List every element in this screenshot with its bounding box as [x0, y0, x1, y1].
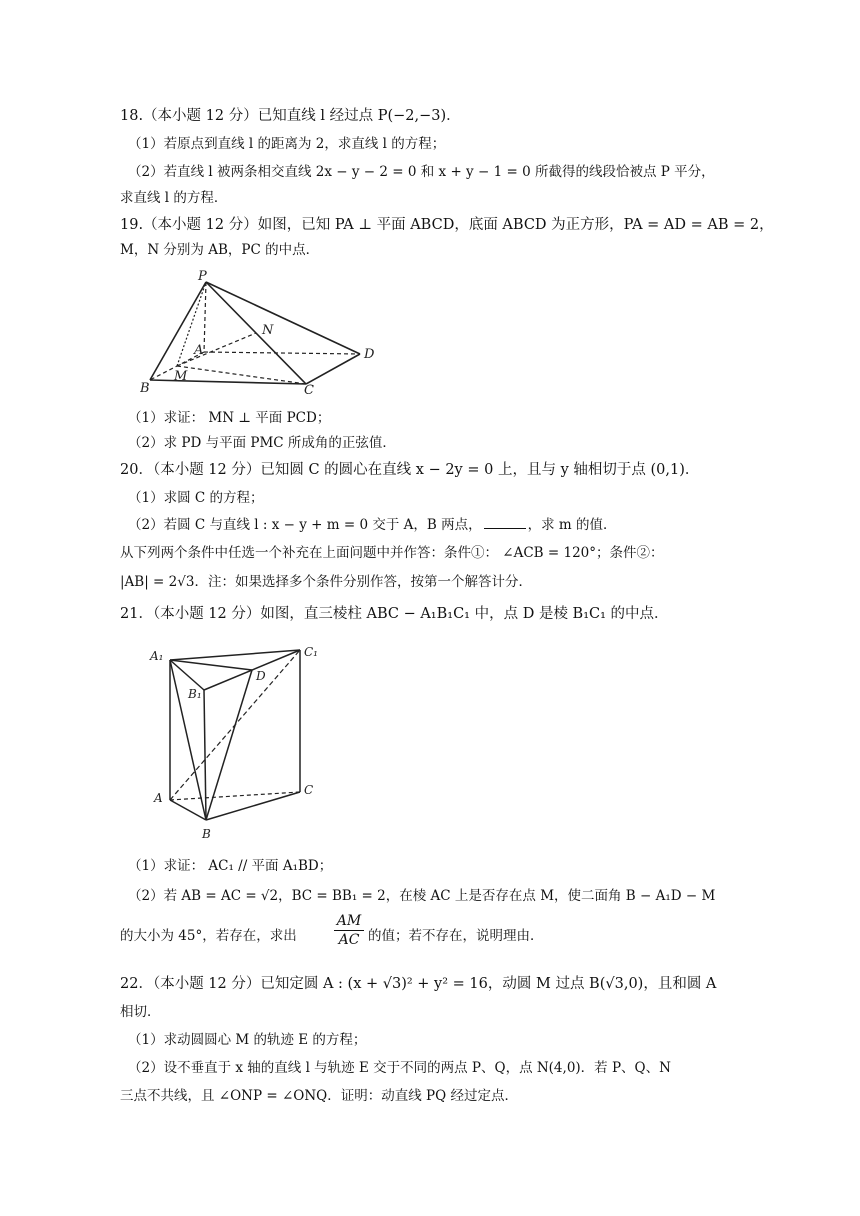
- q19-stem: 19.（本小题 12 分）如图，已知 PA ⊥ 平面 ABCD，底面 ABCD 为正方形，PA = AD = AB = 2，: [120, 217, 774, 233]
- q22-stem: 22．（本小题 12 分）已知定圆 A : (x + √3)² + y² = 16，动圆 M 过点 B(√3,0)，且和圆 A: [120, 976, 717, 992]
- q21-part2-lead: 的大小为 45°，若存在，求出: [120, 928, 297, 944]
- q21-stem: 21．（本小题 12 分）如图，直三棱柱 ABC − A₁B₁C₁ 中，点 D 是棱 B₁C₁ 的中点．: [120, 606, 669, 622]
- q21-fraction-denominator: AC: [338, 932, 360, 948]
- q20-answer-blank[interactable]: [484, 514, 526, 529]
- q20-condition2: |AB| = 2√3．注：如果选择多个条件分别作答，按第一个解答计分．: [120, 574, 532, 590]
- q19-label-P: P: [198, 269, 207, 284]
- q20-part1: （1）求圆 C 的方程；: [128, 490, 264, 506]
- q19-stem-cont: M，N 分别为 AB，PC 的中点．: [120, 242, 320, 258]
- q20-part2-tail: ，求 m 的值．: [527, 517, 617, 533]
- q21-label-C: C: [304, 783, 314, 797]
- q18-part2-cont: 求直线 l 的方程．: [120, 190, 228, 206]
- q18-part2: （2）若直线 l 被两条相交直线 2x − y − 2 = 0 和 x + y − 1 = 0 所截得的线段恰被点 P 平分，: [128, 164, 715, 180]
- q21-fraction-numerator: AM: [334, 912, 364, 931]
- q21-label-A1: A₁: [150, 649, 164, 663]
- q22-stem-cont: 相切．: [120, 1004, 161, 1020]
- q21-label-D: D: [256, 669, 266, 683]
- q21-label-B1: B₁: [188, 687, 202, 701]
- q19-label-M: M: [174, 369, 188, 384]
- q20-part2-lead: （2）若圆 C 与直线 l : x − y + m = 0 交于 A，B 两点，: [128, 517, 482, 533]
- q21-label-A: A: [154, 791, 163, 805]
- q19-part2: （2）求 PD 与平面 PMC 所成角的正弦值．: [128, 435, 396, 451]
- q21-fraction: [334, 912, 364, 949]
- q22-part2: （2）设不垂直于 x 轴的直线 l 与轨迹 E 交于不同的两点 P、Q，点 N(4,0)．若 P、Q、N: [128, 1060, 671, 1076]
- q19-part1: （1）求证： MN ⊥ 平面 PCD；: [128, 410, 331, 426]
- q18-stem: 18.（本小题 12 分）已知直线 l 经过点 P(−2,−3)．: [120, 108, 461, 124]
- q22-part2-cont: 三点不共线，且 ∠ONP = ∠ONQ．证明：动直线 PQ 经过定点．: [120, 1088, 518, 1104]
- q22-part1: （1）求动圆圆心 M 的轨迹 E 的方程；: [128, 1032, 367, 1048]
- q20-conditions: 从下列两个条件中任选一个补充在上面问题中并作答：条件①： ∠ACB = 120°；条件②：: [120, 545, 664, 561]
- q21-part2: （2）若 AB = AC = √2，BC = BB₁ = 2，在棱 AC 上是否存在点 M，使二面角 B − A₁D − M: [128, 888, 716, 904]
- q21-part1: （1）求证： AC₁ // 平面 A₁BD；: [128, 858, 333, 874]
- q19-label-N: N: [262, 323, 274, 338]
- q19-label-B: B: [140, 381, 150, 396]
- q21-part2-tail: 的值；若不存在，说明理由．: [368, 928, 544, 944]
- q19-label-A: A: [194, 343, 204, 358]
- q21-prism-figure: [146, 640, 328, 848]
- q21-label-B: B: [202, 827, 211, 841]
- q20-part2: [128, 514, 730, 535]
- q19-pyramid-figure: [140, 268, 390, 396]
- q18-part1: （1）若原点到直线 l 的距离为 2，求直线 l 的方程；: [128, 136, 446, 152]
- q20-stem: 20．（本小题 12 分）已知圆 C 的圆心在直线 x − 2y = 0 上，且与 y 轴相切于点 (0,1)．: [120, 462, 700, 478]
- q21-label-C1: C₁: [304, 645, 318, 659]
- q19-label-D: D: [364, 347, 375, 362]
- q19-label-C: C: [304, 383, 314, 396]
